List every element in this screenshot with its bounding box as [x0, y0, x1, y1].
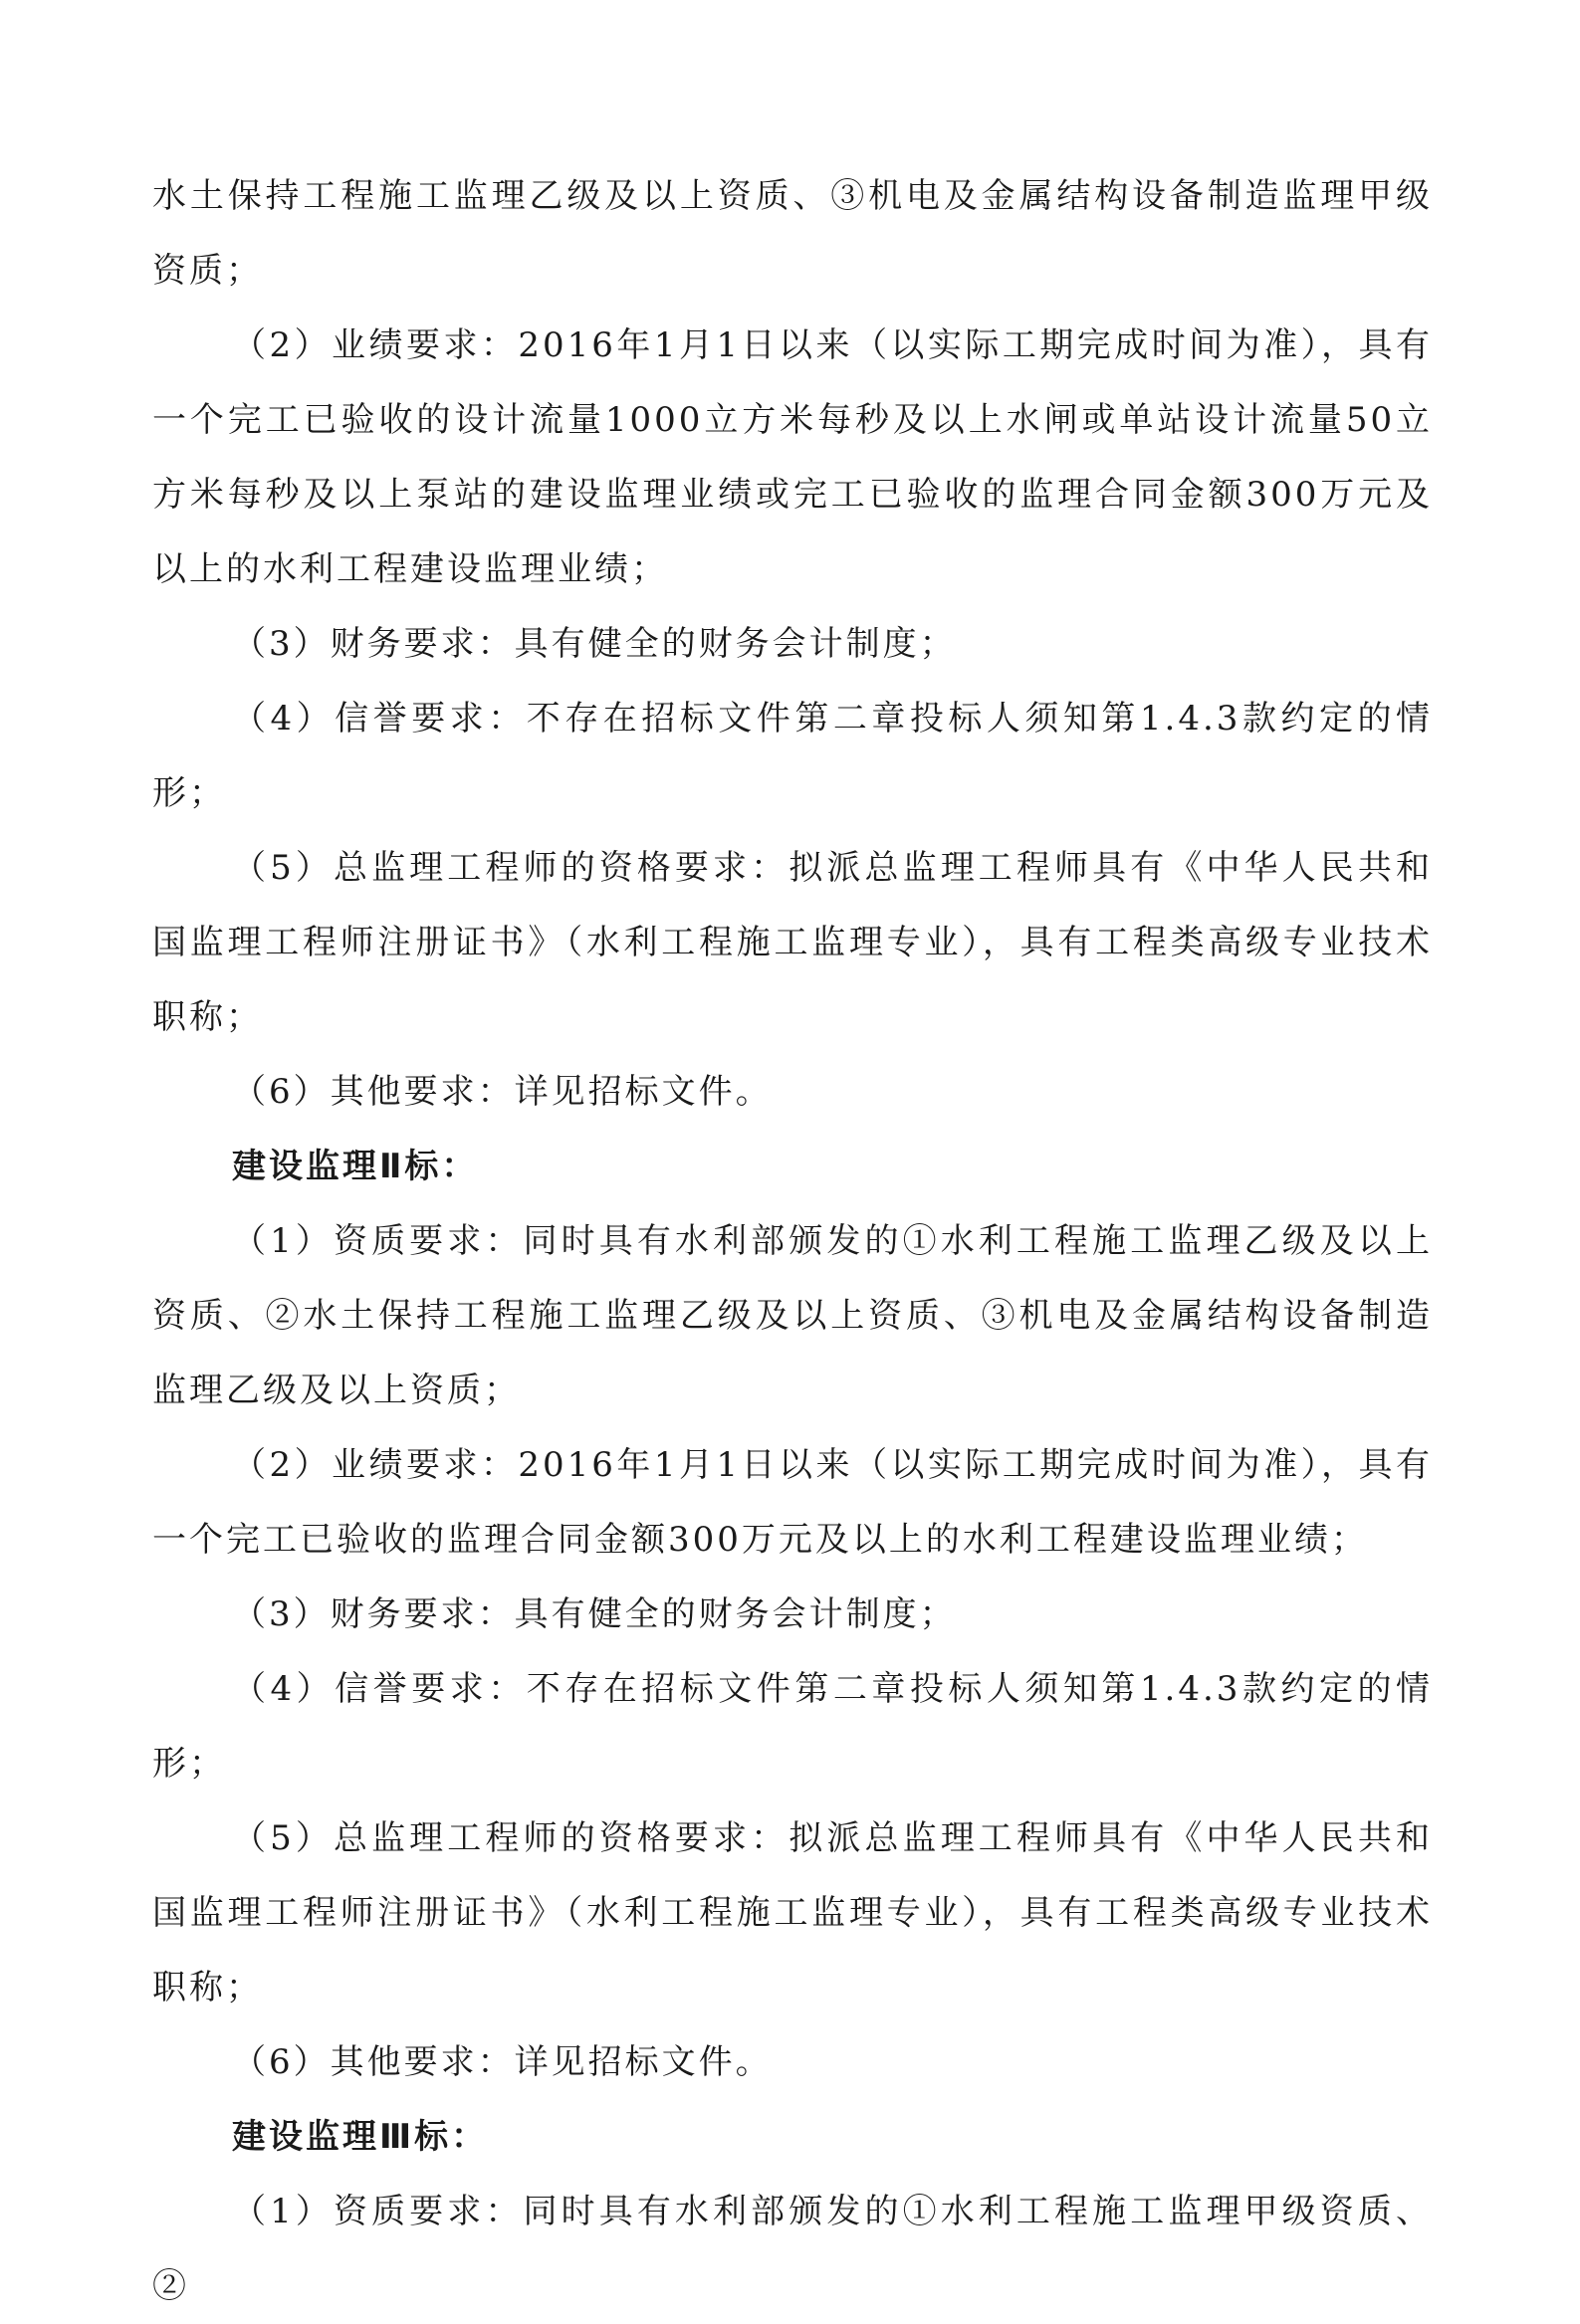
paragraph-credit-requirement: （4）信誉要求：不存在招标文件第二章投标人须知第1.4.3款约定的情形； — [152, 699, 1433, 813]
paragraph-performance-requirement: （2）业绩要求：2016年1月1日以来（以实际工期完成时间为准），具有一个完工已验收的设计流量1000立方米每秒及以上水闸或单站设计流量50立方米每秒及以上泵站的建设监理业绩或完工已验收的监理合同金额300万元及以上的水利工程建设监理业绩； — [152, 325, 1433, 589]
paragraph-lot2-credit: （4）信誉要求：不存在招标文件第二章投标人须知第1.4.3款约定的情形； — [152, 1669, 1433, 1784]
paragraph-lot3-qualification: （1）资质要求：同时具有水利部颁发的①水利工程施工监理甲级资质、② — [152, 2192, 1433, 2306]
paragraph-lot2-chief-supervisor: （5）总监理工程师的资格要求：拟派总监理工程师具有《中华人民共和国监理工程师注册证书》（水利工程施工监理专业），具有工程类高级专业技术职称； — [152, 1818, 1433, 2007]
paragraph-qualification-continued: 水土保持工程施工监理乙级及以上资质、③机电及金属结构设备制造监理甲级资质； — [152, 176, 1433, 291]
paragraph-lot2-other: （6）其他要求：详见招标文件。 — [232, 2042, 773, 2082]
section-heading-lot-3: 建设监理Ⅲ标： — [232, 2117, 489, 2157]
paragraph-lot2-financial: （3）财务要求：具有健全的财务会计制度； — [232, 1594, 957, 1634]
document-body — [152, 159, 1433, 2324]
paragraph-other-requirement: （6）其他要求：详见招标文件。 — [232, 1072, 773, 1112]
paragraph-lot2-qualification: （1）资质要求：同时具有水利部颁发的①水利工程施工监理乙级及以上资质、②水土保持工程施工监理乙级及以上资质、③机电及金属结构设备制造监理乙级及以上资质； — [152, 1221, 1433, 1410]
paragraph-financial-requirement: （3）财务要求：具有健全的财务会计制度； — [232, 624, 957, 664]
paragraph-chief-supervisor-requirement: （5）总监理工程师的资格要求：拟派总监理工程师具有《中华人民共和国监理工程师注册证书》（水利工程施工监理专业），具有工程类高级专业技术职称； — [152, 848, 1433, 1037]
section-heading-lot-2: 建设监理Ⅱ标： — [232, 1147, 479, 1186]
paragraph-lot2-performance: （2）业绩要求：2016年1月1日以来（以实际工期完成时间为准），具有一个完工已验收的监理合同金额300万元及以上的水利工程建设监理业绩； — [152, 1445, 1433, 1560]
